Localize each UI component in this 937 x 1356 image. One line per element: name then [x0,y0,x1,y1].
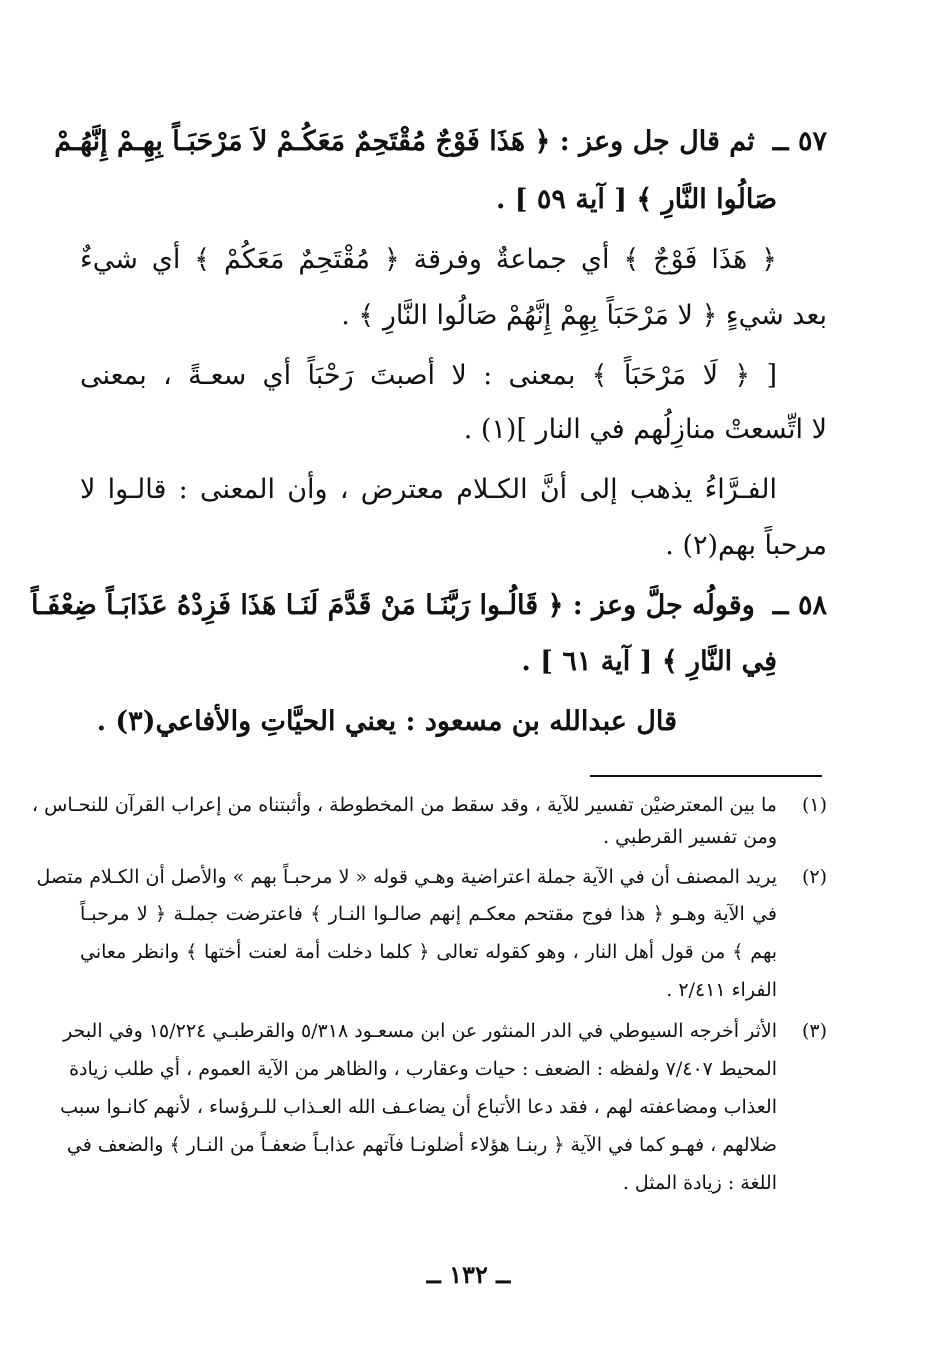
footnote-2-number: (٢) [801,866,827,888]
verse-number-57: ٥٧ ــ [772,126,827,157]
verse-57-text-1: ثم قال جل وعز : ﴿ هَذَا فَوْجٌ مُقْتَحِمٌ مَعَكُـمْ لاَ مَرْحَبَـاً بِهِـمْ إِنَّهُـمْ [54,126,755,157]
footnote-2-line-3: بهم ﴾ من قول أهل النار ، وهو كقوله تعالى ﴿ كلما دخلت أمة لعنت أختها ﴾ وانظر معاني [80,941,777,963]
footnote-3-line-1: الأثر أخرجه السيوطي في الدر المنثور عن ابن مسعـود ٥/٣١٨ والقرطبـي ١٥/٢٢٤ وفي البحر [63,1020,777,1042]
footnote-1-number: (١) [801,794,827,816]
footnote-3-line-3: العذاب ومضاعفته لهم ، فقد دعا الأتباع أن يضاعـف الله العـذاب للـرؤساء ، لأنهم كانـوا سبب [60,1096,777,1118]
footnote-1-line-1: ما بين المعترضيْن تفسير للآية ، وقد سقط من المخطوطة ، وأثبتناه من إعراب القرآن للنحـاس ، [32,794,777,816]
farra-line-2: مرحباً بهم(٢) . [665,530,827,561]
footnote-2-line-1: يريد المصنف أن في الآية جملة اعتراضية وهـي قوله « لا مرحبـاً بهم » والأصل أن الكـلام متصل [36,866,777,888]
footnote-3-line-5: اللغة : زيادة المثل . [622,1172,777,1194]
footnote-2-line-2: في الآية وهـو ﴿ هذا فوج مقتحم معكـم إنهم صالـوا النـار ﴾ فاعترضت جملـة ﴿ لا مرحبـاً [80,903,777,925]
footnote-2-line-4: الفراء ٢/٤١١ . [666,979,777,1001]
verse-number-58: ٥٨ ــ [772,590,827,621]
page-number: ــ ١٣٢ ــ [426,1260,511,1289]
footnote-3-number: (٣) [801,1020,827,1042]
footnote-3-line-2: المحيط ٧/٤٠٧ ولفظه : الضعف : حيات وعقارب ، والظاهر من الآية العموم ، أي طلب زيادة [69,1058,777,1080]
footnote-3-line-4: ضلالهم ، فهـو كما في الآية ﴿ ربنـا هؤلاء أضلونـا فآتهم عذابـاً ضعفـاً من النـار ﴾ والضعف في [66,1134,777,1156]
verse-58-line-1 [31,586,827,626]
explanation-58-line-1: قال عبدالله بن مسعود : يعني الحيَّاتِ والأفاعي(٣) . [96,706,677,737]
verse-58-line-2: فِي النَّارِ ﴾ [ آية ٦١ ] . [521,646,777,677]
bracket-note-line-1: [ ﴿ لَا مَرْحَبَاً ﴾ بمعنى : لا أصبتَ رَحْبَاً أي سعـةً ، بمعنى [80,360,777,391]
verse-58-text-1: وقولُه جلَّ وعز : ﴿ قَالُـوا رَبَّنَـا مَنْ قَدَّمَ لَنَـا هَذَا فَزِدْهُ عَذَابَـاً ضِعْفَـاً [31,590,755,621]
verse-57-line-1 [54,122,827,162]
explanation-57-line-1: ﴿ هَذَا فَوْجٌ ﴾ أي جماعةٌ وفرقة ﴿ مُقْتَحِمٌ مَعَكُمْ ﴾ أي شيءٌ [80,244,777,275]
verse-57-line-2: صَالُوا النَّارِ ﴾ [ آية ٥٩ ] . [495,184,777,215]
explanation-57-line-2: بعد شيءٍ ﴿ لا مَرْحَبَاً بِهِمْ إِنَّهُمْ صَالُوا النَّارِ ﴾ . [341,300,827,331]
farra-line-1: الفـرَّاءُ يذهب إلى أنَّ الكـلام معترض ، وأن المعنى : قالـوا لا [80,474,777,505]
footnote-separator [590,775,822,777]
bracket-note-line-2: لا اتِّسعتْ منازِلُهم في النار ](١) . [463,414,827,445]
footnote-1-line-2: ومن تفسير القرطبي . [603,826,777,848]
